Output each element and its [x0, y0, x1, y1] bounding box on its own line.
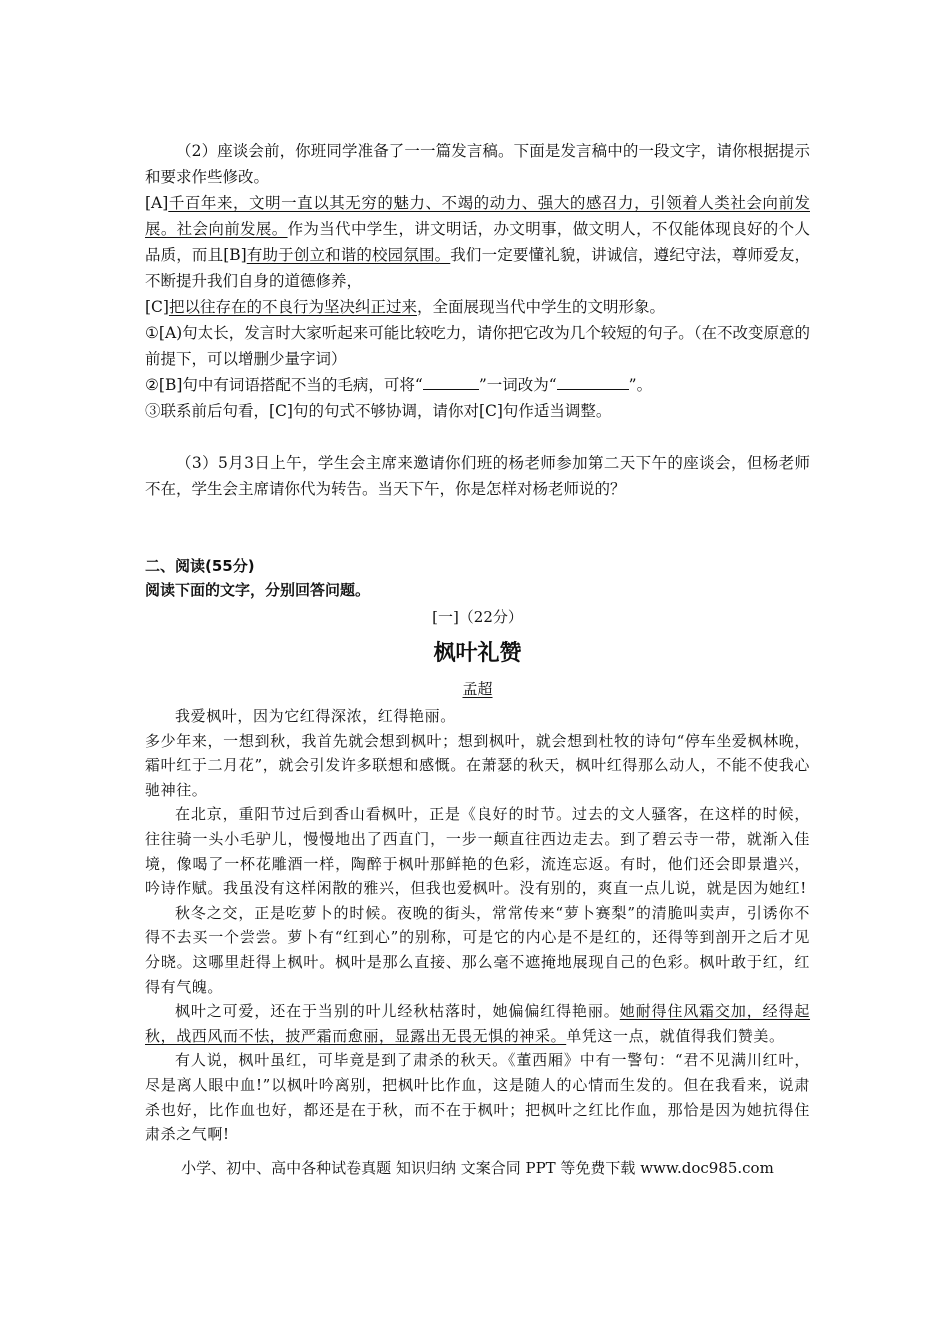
- q2-intro: （2）座谈会前，你班同学准备了一一篇发言稿。下面是发言稿中的一段文字，请你根据提示和要求作些修改。: [145, 142, 810, 186]
- essay-title: 枫叶礼赞: [433, 641, 522, 666]
- essay-paragraph-1: 我爱枫叶，因为它红得深浓，红得艳丽。: [175, 707, 456, 725]
- section-heading: 二、阅读(55分): [145, 557, 255, 575]
- essay-paragraph-2: 多少年来，一想到秋，我首先就会想到枫叶；想到枫叶，就会想到杜牧的诗句“停车坐爱枫林晚，霜叶红于二月花”，就会引发许多联想和感慨。在萧瑟的秋天，枫叶红得那么动人，不能不使我心驰神往。: [145, 731, 810, 799]
- sub2-text-a: ②[B]句中有词语搭配不当的毛病，可将“: [145, 376, 423, 394]
- essay-paragraph-6: 有人说，枫叶虽红，可毕竟是到了肃杀的秋天。《董西厢》中有一警句：“君不见满川红叶，尽是离人眼中血!”以枫叶吟离别，把枫叶比作血，这是随人的心情而生发的。但在我看来，说肃杀也好，比作血也好，都还是在于秋，而不在于枫叶；把枫叶之红比作血，那恰是因为她抗得住肃杀之气啊!: [145, 1051, 810, 1144]
- author-name: 孟超: [462, 680, 493, 698]
- spacer: [145, 502, 810, 554]
- tag-a: [A]: [145, 194, 169, 212]
- essay-paragraph-5: [145, 999, 810, 1048]
- sentence-b: 有助于创立和谐的校园氛围。: [246, 246, 451, 264]
- q2-passage-c: [145, 294, 810, 320]
- essay-author: [145, 676, 810, 702]
- essay-paragraph-4: 秋冬之交，正是吃萝卜的时候。夜晚的街头，常常传来“萝卜赛梨”的清脆叫卖声，引诱你不得不去买一个尝尝。萝卜有“红到心”的别称，可是它的内心是不是红的，还得等到剖开之后才见分晓。这哪里赶得上枫叶。枫叶是那么直接、那么毫不遮掩地展现自己的色彩。枫叶敢于红，红得有气魄。: [145, 903, 810, 996]
- part-label: [一]（22分）: [432, 608, 523, 626]
- p5-text-b: 单凭这一点，就值得我们赞美。: [566, 1026, 785, 1045]
- q2-sub1: ①[A)句太长，发言时大家听起来可能比较吃力，请你把它改为几个较短的句子。（在不改变原意的前提下，可以增删少量字词）: [145, 324, 810, 368]
- p5-underlined: 她耐得住风霜交加，经得起秋，战西风而不怯，披严霜而愈丽，显露出无畏无惧的神采。: [145, 1002, 811, 1045]
- passage-mid-2: 我们一定要懂礼貌，讲诚信，遵纪守法，尊师爱友，不断提升我们自身的道德修养，: [145, 246, 810, 290]
- document-page: [145, 138, 810, 1181]
- answer-blank-1[interactable]: [423, 375, 479, 390]
- answer-blank-2[interactable]: [557, 375, 629, 390]
- passage-mid-1: 作为当代中学生，讲文明话，办文明事，做文明人，不仅能体现良好的个人品质，而且: [145, 220, 810, 264]
- q2-passage: [145, 190, 810, 294]
- footer-banner: 小学、初中、高中各种试卷真题 知识归纳 文案合同 PPT 等免费下载 www.doc985.com: [181, 1158, 774, 1177]
- tag-c: [C]: [145, 298, 169, 316]
- sentence-c: 把以往存在的不良行为坚决纠正过来: [168, 298, 417, 316]
- tag-b: [B]: [223, 246, 247, 264]
- q2-sub3: ③联系前后句看，[C]句的句式不够协调，请你对[C]句作适当调整。: [145, 402, 612, 420]
- sub2-text-b: ”一词改为“: [478, 376, 557, 394]
- spacer: [145, 424, 810, 450]
- q2-sub2: [145, 372, 810, 398]
- essay-paragraph-3: 在北京，重阳节过后到香山看枫叶，正是《良好的时节。过去的文人骚客，在这样的时候，往往骑一头小毛驴儿，慢慢地出了西直门，一步一颠直往西边走去。到了碧云寺一带，就渐入佳境，像喝了一杯花雕酒一样，陶醉于枫叶那鲜艳的色彩，流连忘返。有时，他们还会即景遣兴，吟诗作赋。我虽没有这样闲散的雅兴，但我也爱枫叶。没有别的，爽直一点儿说，就是因为她红!: [145, 805, 810, 898]
- sentence-a: 千百年来，文明一直以其无穷的魅力、不竭的动力、强大的感召力，引领着人类社会向前发展。社会向前发展。: [145, 194, 810, 238]
- section-instruction: 阅读下面的文字，分别回答问题。: [145, 581, 371, 599]
- p5-text-a: 枫叶之可爱，还在于当别的叶儿经秋枯落时，她偏偏红得艳丽。: [175, 1002, 620, 1021]
- passage-end: ，全面展现当代中学生的文明形象。: [416, 298, 665, 316]
- q3-text: （3）5月3日上午，学生会主席来邀请你们班的杨老师参加第二天下午的座谈会，但杨老师不在，学生会主席请你代为转告。当天下午，你是怎样对杨老师说的？: [145, 454, 810, 498]
- sub2-text-c: ”。: [628, 376, 653, 394]
